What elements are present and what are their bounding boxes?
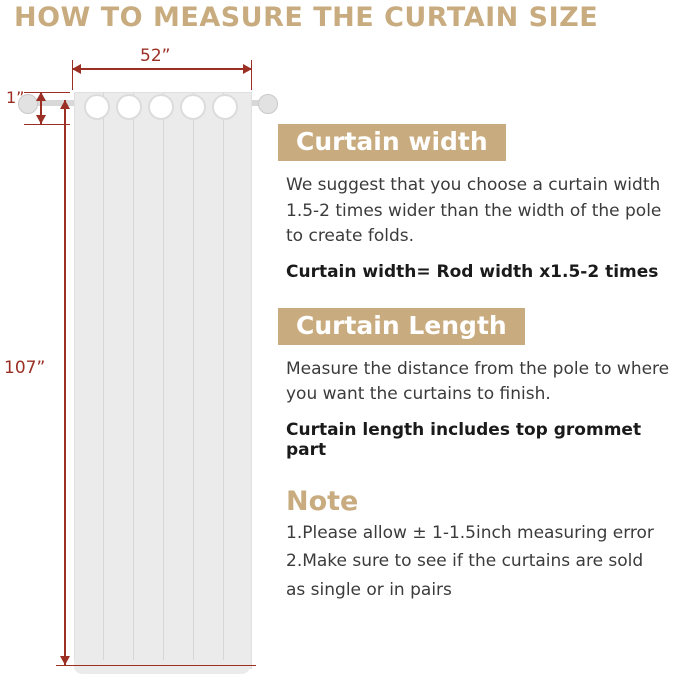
grommet-1 xyxy=(84,94,110,120)
height-guide-bottom xyxy=(56,665,256,666)
rod-finial-right xyxy=(258,94,278,114)
note-line-1: 1.Please allow ± 1-1.5inch measuring error xyxy=(286,522,654,543)
grommet-3 xyxy=(148,94,174,120)
curtain-panel xyxy=(74,92,252,669)
grommet-5 xyxy=(212,94,238,120)
instructions-column xyxy=(278,124,678,602)
section-body-curtain-width: We suggest that you choose a curtain width 1.5-2 times wider than the width of the pole to create folds. xyxy=(286,175,662,246)
width-dimension-arrow xyxy=(72,68,252,70)
note-line-3: as single or in pairs xyxy=(286,579,452,600)
grommet-4 xyxy=(180,94,206,120)
top-gap-label: 1” xyxy=(6,88,25,107)
width-measure-label: 52” xyxy=(140,46,171,66)
section-heading-curtain-width: Curtain width xyxy=(278,124,506,161)
curtain-hem xyxy=(74,660,250,674)
page-title: HOW TO MEASURE THE CURTAIN SIZE xyxy=(14,2,599,33)
inch-guide-top xyxy=(24,92,70,93)
section-emphasis-curtain-length: Curtain length includes top grommet part xyxy=(286,419,642,460)
note-heading: Note xyxy=(286,485,359,517)
section-heading-curtain-length: Curtain Length xyxy=(278,308,525,345)
section-body-curtain-length: Measure the distance from the pole to where you want the curtains to finish. xyxy=(286,358,670,404)
grommet-2 xyxy=(116,94,142,120)
top-gap-arrow xyxy=(40,92,42,124)
section-emphasis-curtain-width: Curtain width= Rod width x1.5-2 times xyxy=(286,261,659,282)
note-line-2: 2.Make sure to see if the curtains are sold xyxy=(286,551,644,572)
height-dimension-arrow xyxy=(64,100,66,665)
curtain-measurement-diagram xyxy=(0,40,300,671)
height-measure-label: 107” xyxy=(4,358,46,378)
